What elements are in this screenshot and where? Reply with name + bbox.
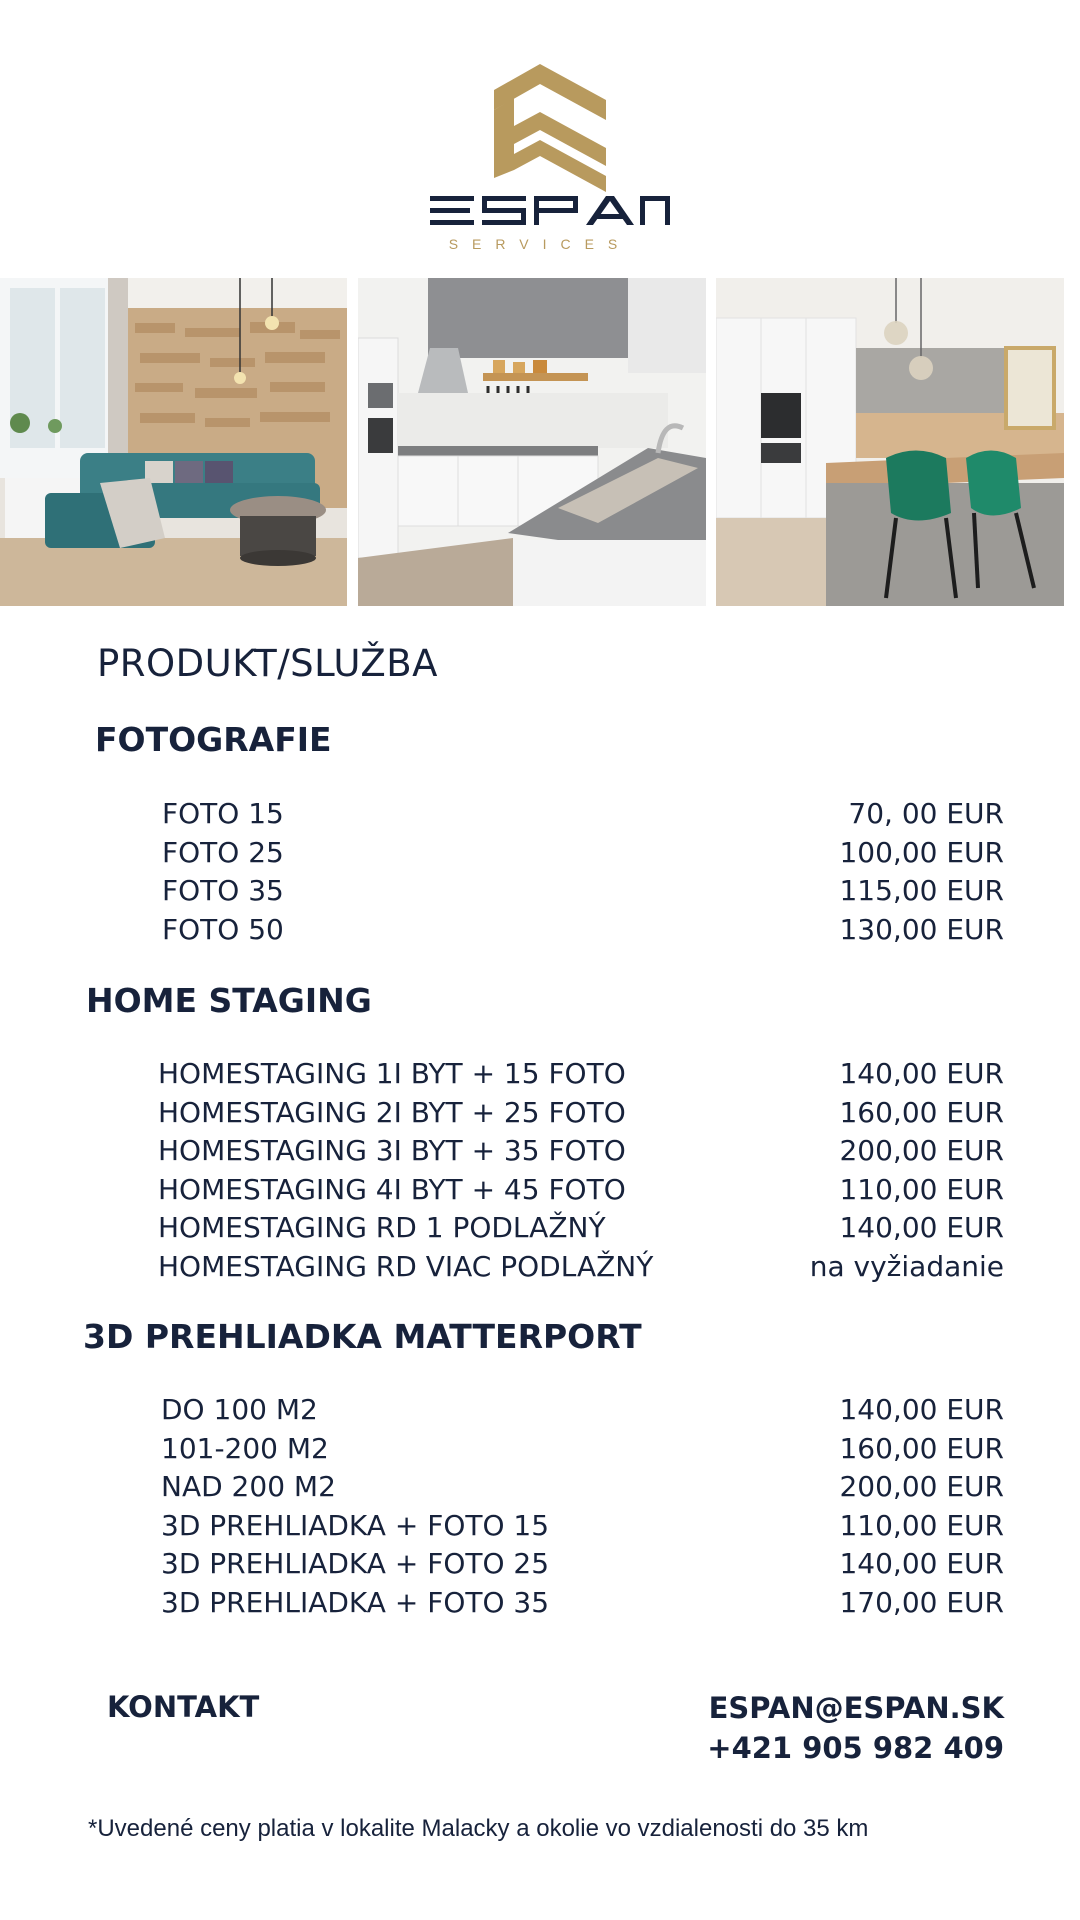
list-item (158, 1209, 1004, 1248)
item-name: FOTO 50 (162, 912, 284, 946)
list-item (161, 1391, 1004, 1430)
contact-phone[interactable]: +421 905 982 409 (707, 1731, 1004, 1765)
section-title-home-staging: HOME STAGING (86, 981, 372, 1020)
kitchen-bar-photo (716, 278, 1064, 606)
item-name: FOTO 35 (162, 874, 284, 907)
list-item (158, 1055, 1004, 1094)
photo-strip (0, 278, 1080, 606)
espan-logo (0, 58, 1080, 258)
item-name: 3D PREHLIADKA + FOTO 25 (161, 1547, 550, 1580)
list-item (158, 1132, 1004, 1171)
item-name: 101-200 M2 (161, 1431, 329, 1465)
contact-label: KONTAKT (107, 1690, 260, 1724)
item-name: HOMESTAGING 4I BYT + 45 FOTO (158, 1172, 626, 1206)
item-price: 200,00 EUR (839, 1134, 1004, 1167)
item-name: HOMESTAGING 3I BYT + 35 FOTO (158, 1134, 626, 1167)
footnote: *Uvedené ceny platia v lokalite Malacky a okolie vo vzdialenosti do 35 km (88, 1815, 869, 1842)
item-name: 3D PREHLIADKA + FOTO 35 (161, 1585, 550, 1619)
list-item (161, 1507, 1004, 1546)
item-price: 160,00 EUR (839, 1431, 1004, 1465)
item-price: 130,00 EUR (839, 912, 1004, 946)
item-price: 70, 00 EUR (848, 797, 1004, 830)
page-title: PRODUKT/SLUŽBA (97, 642, 438, 685)
item-price: 140,00 EUR (839, 1057, 1004, 1090)
item-price: 100,00 EUR (839, 835, 1004, 869)
contact-details (707, 1688, 1004, 1768)
item-price: 140,00 EUR (839, 1211, 1004, 1244)
item-name: 3D PREHLIADKA + FOTO 15 (161, 1508, 550, 1542)
list-item (161, 1584, 1004, 1623)
price-list-fotografie (162, 795, 1004, 949)
list-item (162, 834, 1004, 873)
kitchen-photo (358, 278, 706, 606)
item-name: DO 100 M2 (161, 1393, 318, 1426)
item-name: FOTO 15 (162, 797, 284, 830)
section-title-fotografie: FOTOGRAFIE (95, 720, 332, 759)
item-price: 200,00 EUR (839, 1470, 1004, 1503)
item-name: HOMESTAGING 2I BYT + 25 FOTO (158, 1095, 626, 1129)
list-item (158, 1171, 1004, 1210)
list-item (161, 1430, 1004, 1469)
item-price: 110,00 EUR (839, 1508, 1004, 1542)
list-item (162, 795, 1004, 834)
item-price: 140,00 EUR (839, 1547, 1004, 1580)
list-item (158, 1248, 1004, 1287)
list-item (162, 911, 1004, 950)
item-price: 170,00 EUR (839, 1585, 1004, 1619)
list-item (161, 1545, 1004, 1584)
item-name: HOMESTAGING 1I BYT + 15 FOTO (158, 1057, 626, 1090)
brand-tagline: SERVICES (448, 236, 632, 252)
list-item (161, 1468, 1004, 1507)
section-title-3d-prehliadka: 3D PREHLIADKA MATTERPORT (83, 1317, 642, 1356)
item-name: FOTO 25 (162, 835, 284, 869)
list-item (158, 1094, 1004, 1133)
item-name: HOMESTAGING RD 1 PODLAŽNÝ (158, 1211, 606, 1244)
item-price: na vyžiadanie (809, 1249, 1004, 1283)
item-name: HOMESTAGING RD VIAC PODLAŽNÝ (158, 1249, 654, 1283)
contact-email[interactable]: ESPAN@ESPAN.SK (708, 1691, 1004, 1725)
item-price: 160,00 EUR (839, 1095, 1004, 1129)
price-list-3d-prehliadka (161, 1391, 1004, 1622)
item-name: NAD 200 M2 (161, 1470, 336, 1503)
price-list-home-staging (158, 1055, 1004, 1286)
living-room-photo (0, 278, 347, 606)
item-price: 115,00 EUR (839, 874, 1004, 907)
item-price: 140,00 EUR (839, 1393, 1004, 1426)
item-price: 110,00 EUR (839, 1172, 1004, 1206)
list-item (162, 872, 1004, 911)
